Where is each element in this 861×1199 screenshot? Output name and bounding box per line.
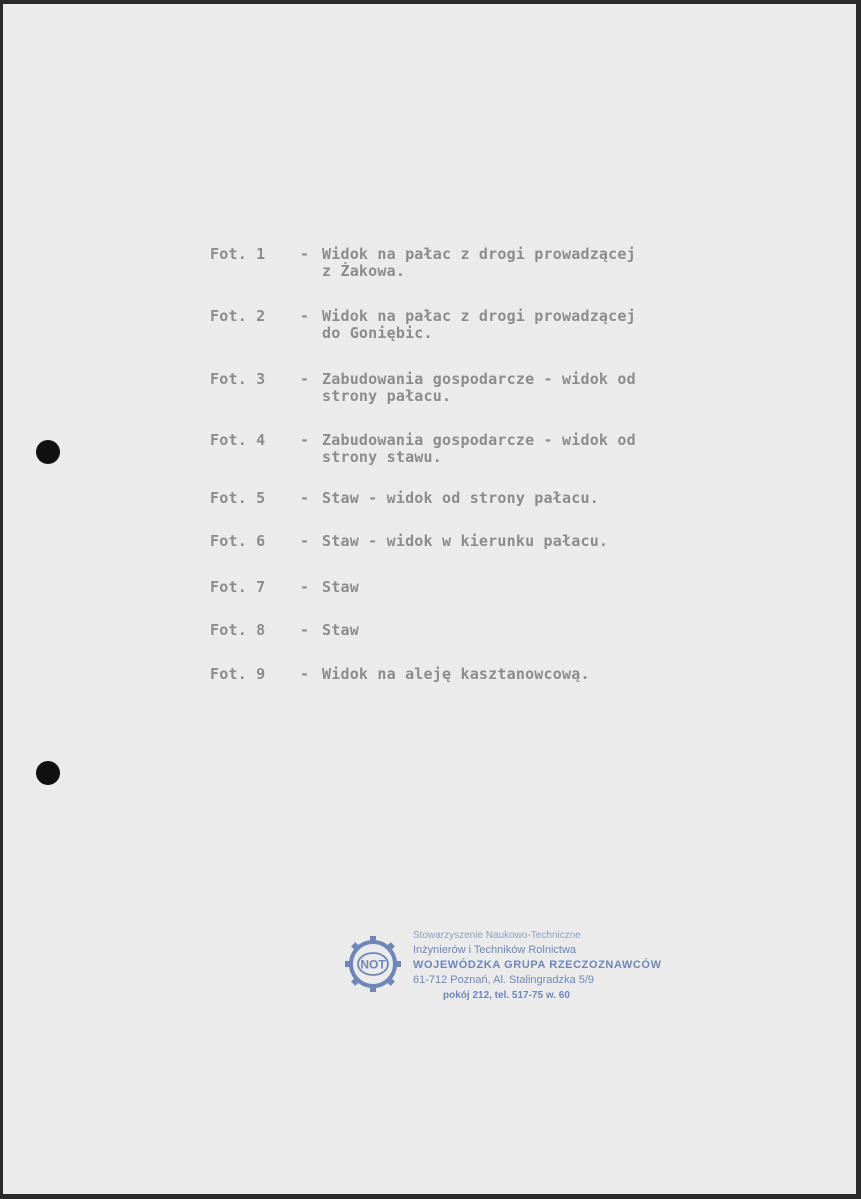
dash: - [300, 621, 310, 639]
photo-label: Fot. 8 [210, 621, 266, 639]
stamp-text [413, 928, 663, 1003]
stamp-line: Inżynierów i Techników Rolnictwa [413, 944, 577, 956]
dash: - [300, 578, 310, 596]
photo-label: Fot. 3 [210, 370, 266, 388]
document-page [3, 4, 856, 1194]
description-line: Staw [322, 621, 359, 639]
description-line: Widok na aleję kasztanowcową. [322, 665, 590, 683]
description-line: do Goniębic. [322, 324, 433, 342]
dash: - [300, 370, 310, 388]
description-line: strony pałacu. [322, 387, 452, 405]
dash: - [300, 532, 310, 550]
photo-label: Fot. 1 [210, 245, 266, 263]
photo-description [322, 533, 770, 550]
description-line: Widok na pałac z drogi prowadzącej [322, 245, 636, 263]
stamp-line: 61-712 Poznań, Al. Stalingradzka 5/9 [413, 974, 595, 986]
description-line: Staw - widok w kierunku pałacu. [322, 532, 609, 550]
dash: - [300, 431, 310, 449]
description-line: z Żakowa. [322, 262, 406, 280]
list-item [210, 533, 770, 550]
list-item [210, 371, 770, 405]
photo-description [322, 490, 770, 507]
not-logo-icon [341, 932, 405, 996]
photo-description [322, 432, 770, 466]
photo-description [322, 666, 770, 683]
description-line: Staw [322, 578, 359, 596]
photo-label: Fot. 7 [210, 578, 266, 596]
list-item [210, 490, 770, 507]
description-line: Zabudowania gospodarcze - widok od [322, 431, 636, 449]
description-line: Widok na pałac z drogi prowadzącej [322, 307, 636, 325]
photo-description [322, 371, 770, 405]
photo-label: Fot. 6 [210, 532, 266, 550]
photo-label: Fot. 9 [210, 665, 266, 683]
list-item [210, 579, 770, 596]
stamp-line: WOJEWÓDZKA GRUPA RZECZOZNAWCÓW [413, 959, 662, 971]
dash: - [300, 489, 310, 507]
dash: - [300, 245, 310, 263]
list-item [210, 666, 770, 683]
list-item [210, 308, 770, 342]
photo-label: Fot. 5 [210, 489, 266, 507]
description-line: Staw - widok od strony pałacu. [322, 489, 599, 507]
description-line: Zabudowania gospodarcze - widok od [322, 370, 636, 388]
punch-hole [36, 761, 60, 785]
dash: - [300, 307, 310, 325]
photo-description [322, 622, 770, 639]
institution-stamp [341, 928, 661, 1018]
stamp-line: pokój 212, tel. 517-75 w. 60 [443, 990, 570, 1001]
punch-hole [36, 440, 60, 464]
list-item [210, 246, 770, 280]
photo-label: Fot. 2 [210, 307, 266, 325]
description-line: strony stawu. [322, 448, 442, 466]
photo-description [322, 579, 770, 596]
photo-description [322, 246, 770, 280]
photo-description [322, 308, 770, 342]
dash: - [300, 665, 310, 683]
list-item [210, 432, 770, 466]
logo-text: NOT [360, 957, 386, 972]
photo-label: Fot. 4 [210, 431, 266, 449]
list-item [210, 622, 770, 639]
stamp-line: Stowarzyszenie Naukowo-Techniczne [413, 930, 581, 941]
